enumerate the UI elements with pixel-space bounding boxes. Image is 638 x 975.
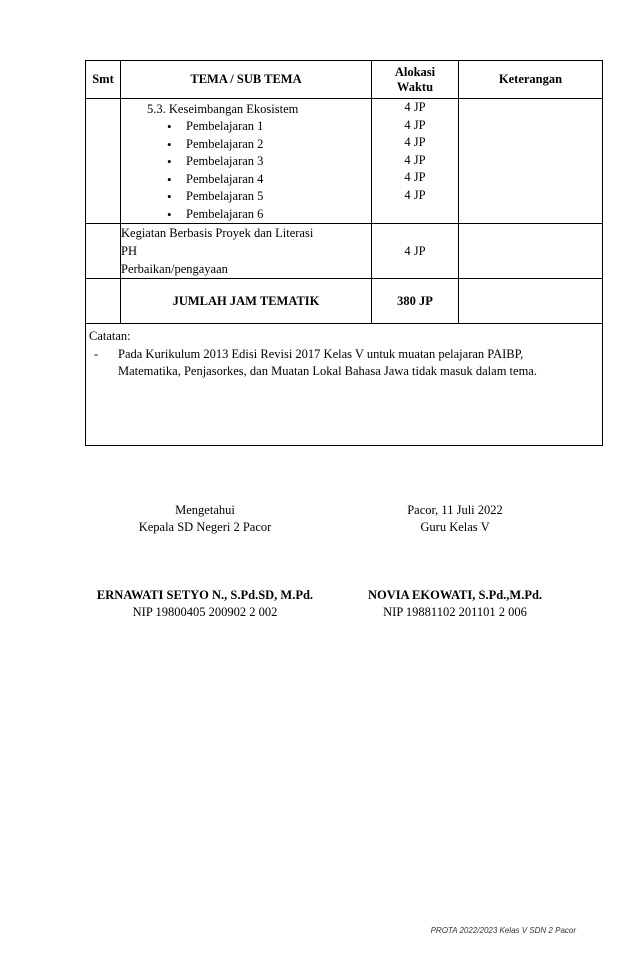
keterangan-cell <box>459 99 603 224</box>
subtema-row <box>86 99 603 224</box>
list-item: • Pembelajaran 3 <box>167 153 371 171</box>
smt-cell <box>86 99 121 224</box>
total-row <box>86 279 603 324</box>
notes-dash: - <box>94 347 99 361</box>
lesson-jp: 4 JP <box>404 100 426 114</box>
notes-label: Catatan: <box>89 329 131 343</box>
prota-table <box>85 60 603 446</box>
header-tema: TEMA / SUB TEMA <box>121 61 372 99</box>
signature-left-name: ERNAWATI SETYO N., S.Pd.SD, M.Pd. <box>96 588 314 602</box>
lesson-jp: 4 JP <box>404 135 426 149</box>
header-alokasi-line2: Waktu <box>396 79 434 94</box>
lesson-jp: 4 JP <box>404 117 426 132</box>
notes-cell <box>86 324 603 446</box>
page-footer: PROTA 2022/2023 Kelas V SDN 2 Pacor <box>430 926 576 935</box>
list-item: • Pembelajaran 6 <box>167 206 371 224</box>
kegiatan-jp: 4 JP <box>372 224 459 279</box>
table-header-row <box>86 61 603 99</box>
signature-left-line1: Mengetahui <box>175 503 235 517</box>
signature-right-nip: NIP 19881102 201101 2 006 <box>383 605 527 619</box>
list-item: • Pembelajaran 5 <box>167 188 371 206</box>
subtema-cell <box>121 99 372 224</box>
total-label: JUMLAH JAM TEMATIK <box>121 279 372 324</box>
notes-row <box>86 324 603 446</box>
kegiatan-line: Perbaikan/pengayaan <box>121 262 228 276</box>
list-item: • Pembelajaran 4 <box>167 171 371 189</box>
lesson-jp: 4 JP <box>404 170 426 184</box>
signature-right-line2: Guru Kelas V <box>420 520 490 534</box>
notes-item <box>89 346 602 380</box>
total-value: 380 JP <box>372 279 459 324</box>
signature-right-line1: Pacor, 11 Juli 2022 <box>407 503 503 517</box>
smt-cell <box>86 279 121 324</box>
list-item: • Pembelajaran 2 <box>167 136 371 154</box>
lesson-jp: 4 JP <box>404 152 426 167</box>
lesson-jp: 4 JP <box>404 187 426 202</box>
lesson-list <box>121 118 371 223</box>
header-alokasi <box>372 61 459 99</box>
signature-right-name: NOVIA EKOWATI, S.Pd.,M.Pd. <box>367 588 543 602</box>
header-keterangan: Keterangan <box>459 61 603 99</box>
kegiatan-row <box>86 224 603 279</box>
signature-left-bottom <box>75 587 335 621</box>
signature-left-nip: NIP 19800405 200902 2 002 <box>132 605 278 619</box>
list-item: • Pembelajaran 1 <box>167 118 371 136</box>
kegiatan-cell <box>121 224 372 279</box>
notes-text: Pada Kurikulum 2013 Edisi Revisi 2017 Kelas V untuk muatan pelajaran PAIBP, Matematika, Penjasorkes, dan Muatan Lokal Bahasa Jawa tidak masuk dalam tema. <box>118 347 537 378</box>
signature-right-bottom <box>340 587 570 621</box>
kegiatan-line: PH <box>121 244 137 258</box>
header-smt: Smt <box>86 61 121 99</box>
header-alokasi-line1: Alokasi <box>394 64 436 79</box>
kegiatan-line: Kegiatan Berbasis Proyek dan Literasi <box>121 226 314 240</box>
keterangan-cell <box>459 224 603 279</box>
keterangan-cell <box>459 279 603 324</box>
signature-right-top <box>345 502 565 536</box>
subtema-title: 5.3. Keseimbangan Ekosistem <box>147 102 299 116</box>
signature-left-top <box>105 502 305 536</box>
signature-left-line2: Kepala SD Negeri 2 Pacor <box>138 520 272 534</box>
lesson-jp-cell <box>372 99 459 224</box>
smt-cell <box>86 224 121 279</box>
